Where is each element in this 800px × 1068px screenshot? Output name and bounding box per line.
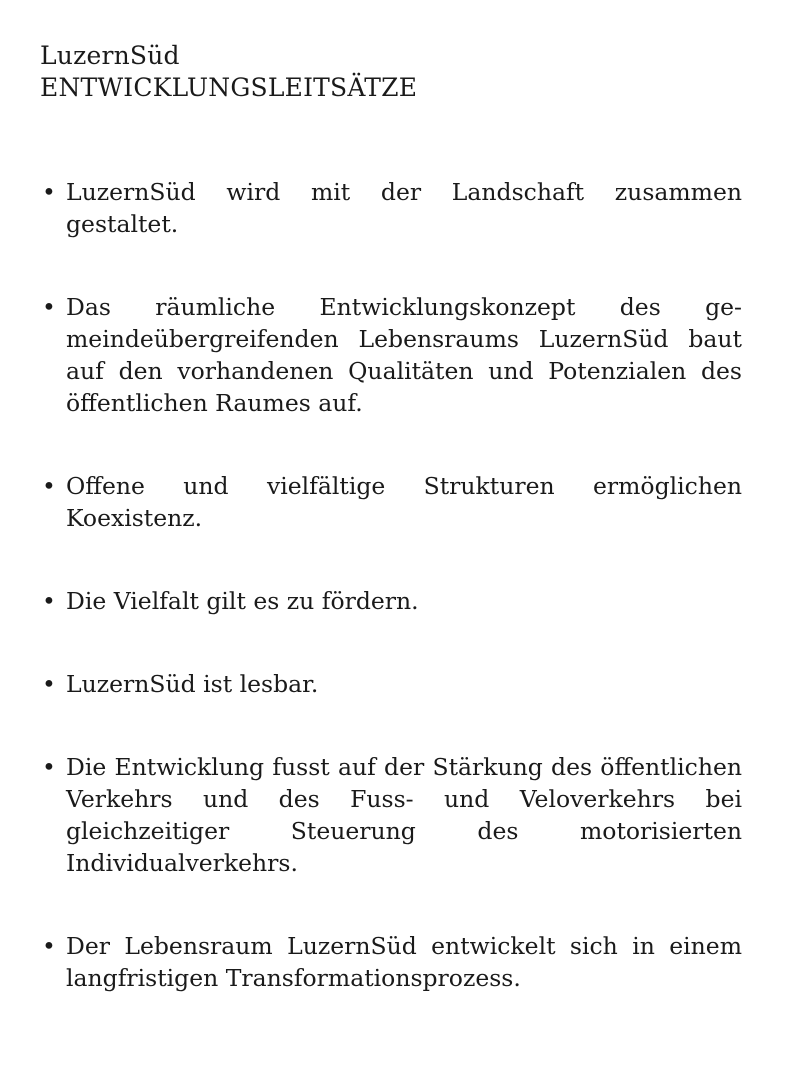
bullet-marker: • xyxy=(42,293,56,321)
list-item xyxy=(40,291,742,419)
list-item xyxy=(40,930,742,994)
list-item xyxy=(40,470,742,534)
list-item-text: Der Lebensraum LuzernSüd entwickelt sich in einem langfristigen Transformationsprozess. xyxy=(66,932,742,992)
list-item-text: Das räumliche Entwicklungskonzept des gemeindeübergreifenden Lebensraums LuzernSüd baut auf den vorhandenen Qualitäten und Potenzialen des öffentlichen Raumes auf. xyxy=(66,293,742,417)
list-item-text: LuzernSüd wird mit der Landschaft zusammen gestaltet. xyxy=(66,178,742,238)
header-title-line2: ENTWICKLUNGSLEITSÄTZE xyxy=(40,73,418,102)
header-title-line1: LuzernSüd xyxy=(40,41,180,70)
bullet-marker: • xyxy=(42,178,56,206)
bullet-marker: • xyxy=(42,932,56,960)
list-item xyxy=(40,668,742,700)
list-item xyxy=(40,176,742,240)
list-item-text: Die Entwicklung fusst auf der Stärkung des öffentlichen Verkehrs und des Fuss- und Veloverkehrs bei gleichzeitiger Steuerung des motorisierten Individualverkehrs. xyxy=(66,753,742,877)
list-item xyxy=(40,751,742,879)
list-item-text: Offene und vielfältige Strukturen ermöglichen Koexistenz. xyxy=(66,472,742,532)
bullet-marker: • xyxy=(42,670,56,698)
bullet-marker: • xyxy=(42,472,56,500)
document-header xyxy=(40,40,740,104)
principles-list xyxy=(40,176,742,1045)
list-item-text: LuzernSüd ist lesbar. xyxy=(66,670,319,698)
bullet-marker: • xyxy=(42,587,56,615)
list-item-text: Die Vielfalt gilt es zu fördern. xyxy=(66,587,419,615)
bullet-marker: • xyxy=(42,753,56,781)
list-item xyxy=(40,585,742,617)
